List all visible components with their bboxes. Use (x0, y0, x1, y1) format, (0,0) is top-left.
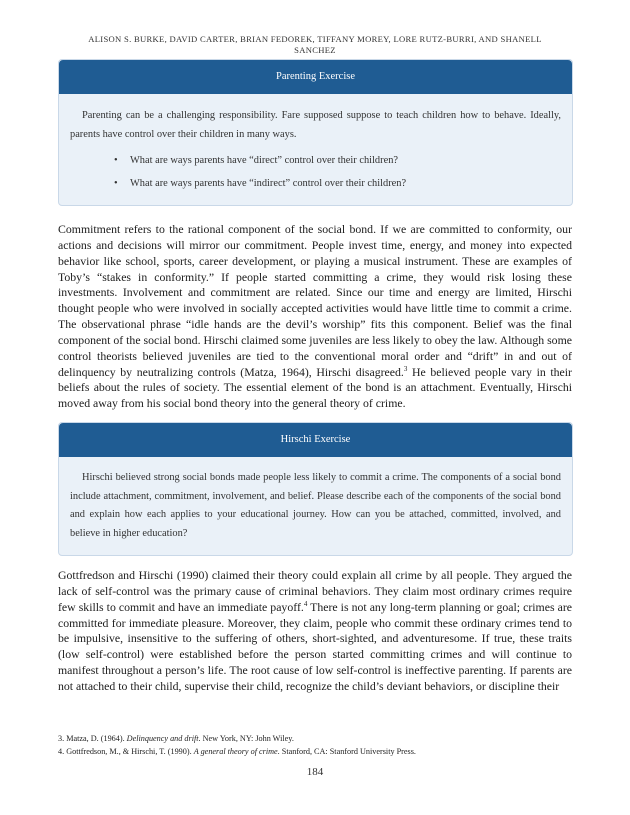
footnote-4: 4. Gottfredson, M., & Hirschi, T. (1990). A general theory of crime. Stanford, CA: Stanford University Press. (58, 747, 416, 756)
parenting-question: What are ways parents have “indirect” control over their children? (130, 178, 407, 189)
hirschi-exercise-box (58, 422, 573, 556)
paragraph-text: He believed people vary in their beliefs about the rules of society. The essential element of the bond is an attachment. Eventually, Hirschi moved away from his social bond theory into the general theory of crime. (58, 364, 572, 411)
header-authors-line2: SANCHEZ (294, 45, 336, 55)
paragraph-text: There is not any long-term planning or goal; crimes are committed for immediate pleasure. Moreover, they claim, people who commit these ordinary crimes tend to be impulsive, insensitive to the suffering of others, short-sighted, and adventuresome. If true, these traits (low self-control) were established before the person started committing crimes and will continue to manifest throughout a person’s life. The root cause of low self-control is ineffective parenting. If parents are not attached to their child, supervise their child, recognize the child’s deviant behaviors, or discipline their (58, 599, 572, 693)
header-authors-line1: ALISON S. BURKE, DAVID CARTER, BRIAN FEDOREK, TIFFANY MOREY, LORE RUTZ-BURRI, AND SHANELL (88, 34, 542, 44)
parenting-question: What are ways parents have “direct” control over their children? (130, 155, 399, 166)
parenting-exercise-text: Parenting can be a challenging responsibility. Fare supposed suppose to teach children how to behave. Ideally, parents have control over their children in many ways. (70, 110, 561, 140)
paragraph-text: Commitment refers to the rational component of the social bond. If we are committed to conformity, our actions and decisions will mirror our commitment. People invest time, energy, and money into expected behavior like school, sports, career development, or playing a musical instrument. These are examples of Toby’s “stakes in conformity.” If people started committing a crime, they would risk losing these investments. Involvement and commitment are related. Since our time and energy are limited, Hirschi thought people who were involved in socially accepted activities would have little time to commit a crime. The observational phrase “idle hands are the devil’s worship” fits this component. Belief was the final component of the social bond. Hirschi claimed some juveniles are less likely to obey the law. Although some control theorists believed juveniles are tied to the conventional moral order and “drift” in and out of delinquency by neutralizing controls (Matza, 1964), Hirschi disagreed. (58, 222, 572, 379)
paragraph-commitment (58, 222, 572, 412)
footnotes (58, 732, 572, 758)
hirschi-exercise-title: Hirschi Exercise (59, 423, 572, 457)
hirschi-exercise-text: Hirschi believed strong social bonds made people less likely to commit a crime. The components of a social bond include attachment, commitment, involvement, and belief. Please describe each of the components of the social bond and explain how each applies to your educational journey. How can you be attached, committed, involved, and believe in higher education? (70, 472, 561, 540)
list-item (70, 172, 561, 195)
bullet-icon: • (114, 178, 118, 189)
parenting-exercise-box (58, 59, 573, 206)
footnote-ref[interactable]: 3 (403, 364, 408, 373)
running-header (70, 34, 560, 56)
paragraph-gottfredson (58, 568, 572, 695)
footnote-ref[interactable]: 4 (303, 599, 308, 608)
list-item (70, 149, 561, 172)
parenting-question-list (70, 149, 561, 195)
page-number: 184 (306, 766, 324, 778)
parenting-exercise-title: Parenting Exercise (59, 60, 572, 94)
paragraph-text: Gottfredson and Hirschi (1990) claimed their theory could explain all crime by all people. They argued the lack of self-control was the primary cause of criminal behaviors. They claim most ordinary crimes require few skills to commit and have an immediate payoff. (58, 568, 572, 614)
footnote-3: 3. Matza, D. (1964). Delinquency and drift. New York, NY: John Wiley. (58, 734, 294, 743)
bullet-icon: • (114, 155, 118, 166)
